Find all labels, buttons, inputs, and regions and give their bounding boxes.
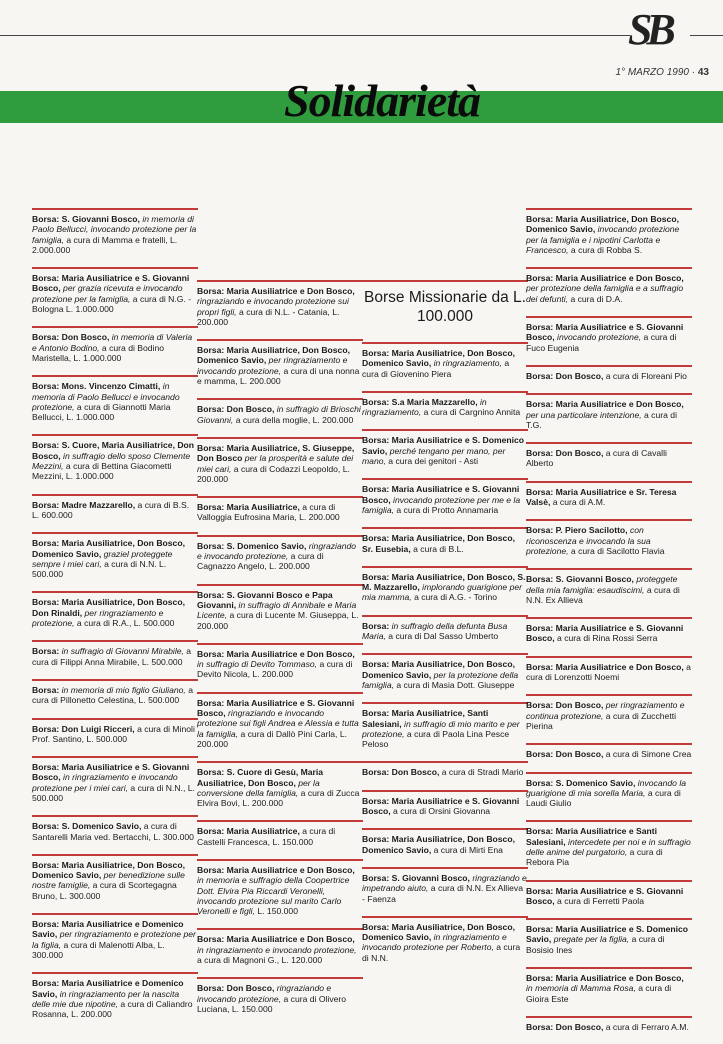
donation-entry — [197, 859, 363, 916]
entry-heading: Borsa: Don Bosco, — [526, 448, 604, 459]
entry-heading: Borsa: Maria Ausiliatrice e S. Giovanni Bosco, — [362, 795, 520, 817]
entry-intention: in suffragio di Giovanni Mirabile, — [61, 646, 184, 657]
entry-donor: a cura di Caliandro Rosanna, L. 200.000 — [32, 998, 193, 1020]
entry-intention: in memoria di Paolo Bellucci, invocando protezione per la famiglia, — [32, 214, 197, 245]
magazine-logo: SB — [628, 5, 670, 54]
entry-heading: Borsa: S. Cuore di Gesù, Maria Ausiliatrice, Don Bosco, — [197, 767, 324, 788]
entry-heading: Borsa: S. Cuore, Maria Ausiliatrice, Don Bosco, — [32, 440, 195, 461]
donation-entry — [362, 867, 528, 904]
entry-heading: Borsa: Maria Ausiliatrice e S. Domenico Savio, — [362, 435, 525, 456]
donation-entry — [32, 815, 198, 842]
entry-heading: Borsa: Maria Ausiliatrice, Don Bosco, Domenico Savio, — [362, 921, 515, 943]
entry-heading: Borsa: Don Bosco, — [197, 983, 275, 994]
entry-heading: Borsa: Madre Mazzarello, — [32, 499, 136, 510]
entry-donor: a cura di Protto Annamaria — [396, 504, 499, 515]
entry-heading: Borsa: Don Bosco, — [526, 749, 604, 760]
donation-entry — [526, 656, 692, 683]
entry-intention: in suffragio di mio marito e per protezione, — [362, 718, 520, 739]
entry-donor: a cura di Ferretti Paola — [557, 895, 644, 906]
donation-entry — [32, 591, 198, 628]
entry-heading: Borsa: Maria Ausiliatrice, Don Bosco, Domenico Savio, — [32, 859, 185, 881]
entry-heading: Borsa: S. Giovanni Bosco, — [362, 872, 470, 883]
donation-entry — [32, 434, 198, 481]
entry-donor: a cura di una nonna e mamma, L. 200.000 — [197, 365, 360, 387]
entry-intention: intercedete per noi e in suffragio delle anime del purgatorio, — [526, 836, 691, 857]
donation-entry — [32, 756, 198, 803]
page-dateline: 1° MARZO 1990 · 43 — [615, 67, 709, 78]
entry-donor: a cura di N.N., L. 500.000 — [32, 782, 195, 803]
entry-intention: per la prosperità e salute dei miei cari, — [197, 453, 354, 474]
entry-heading: Borsa: Maria Ausiliatrice e S. Giovanni Bosco, — [32, 273, 190, 294]
entry-intention: in ringraziamento e invocando protezione per Roberto, — [362, 932, 507, 953]
entry-donor: a cura di Zucchetti Pierina — [526, 710, 677, 731]
donation-entry — [32, 913, 198, 960]
donation-entry — [362, 478, 528, 515]
entry-heading: Borsa: Maria Ausiliatrice, Don Bosco, Domenico Savio, — [362, 659, 515, 680]
entry-intention: graziel proteggete sempre i miei cari, — [32, 548, 173, 569]
entry-heading: Borsa: Maria Ausiliatrice e Don Bosco, — [526, 973, 684, 984]
entry-donor: a cura di N.N. L. 500.000 — [32, 558, 167, 580]
entry-intention: ringraziando e impetrando aiuto, — [362, 872, 527, 894]
entry-donor: L. 150.000 — [257, 906, 298, 917]
entry-intention: in memoria di Mamma Rosa, — [526, 983, 636, 994]
entry-donor: a cura di Cavalli Alberto — [526, 448, 667, 469]
donation-entry — [32, 640, 198, 667]
donation-entry — [526, 568, 692, 605]
donation-entry — [362, 566, 528, 603]
donation-entry — [197, 280, 363, 327]
donation-entry — [362, 391, 528, 418]
entry-donor: a cura di Codazzi Leopoldo, L. 200.000 — [197, 463, 350, 484]
entry-heading: Borsa: Maria Ausiliatrice e S. Giovanni Bosco, — [526, 885, 684, 906]
entry-heading: Borsa: Maria Ausiliatrice e S. Giovanni Bosco, — [526, 623, 684, 644]
donation-entry — [197, 977, 363, 1014]
entry-heading: Borsa: Maria Ausiliatrice, Don Bosco, Domenico Savio, — [197, 345, 350, 366]
donation-entry — [526, 442, 692, 469]
entry-donor: a cura di Laudi Giulio — [526, 787, 681, 809]
entry-intention: in memoria di Paolo Bellucci e invocando protezione, — [32, 381, 180, 412]
entry-heading: Borsa: — [32, 684, 60, 695]
issue-date: 1° MARZO 1990 — [615, 67, 689, 78]
entry-donor: a cura di Rina Rossi Serra — [557, 633, 658, 644]
donation-entry — [526, 694, 692, 731]
entry-donor: a cura di Bosisio Ines — [526, 934, 665, 955]
entry-heading: Borsa: Maria Ausiliatrice, S. Giuseppe, Don Bosco — [197, 442, 355, 464]
entry-heading: Borsa: Maria Ausiliatrice, Don Bosco, Domenico Savio, — [32, 538, 185, 559]
entry-donor: a cura di Paola Lina Pesce Peloso — [362, 728, 510, 750]
entry-heading: Borsa: Maria Ausiliatrice e Don Bosco, — [197, 934, 355, 945]
header-rule-right — [690, 35, 723, 36]
entry-donor: a cura di Floreani Pio — [605, 370, 687, 381]
entry-heading: Borsa: Maria Ausiliatrice e S. Giovanni Bosco, — [197, 697, 355, 719]
entry-heading: Borsa: Maria Ausiliatrice e Domenico Savio, — [32, 919, 184, 940]
donation-entry — [362, 761, 528, 777]
entry-heading: Borsa: Maria Ausiliatrice, Don Bosco, Domenico Savio, — [362, 348, 515, 369]
entry-donor: a cura di Bettina Giacometti Mezzini, L. 1.000.000 — [32, 461, 172, 482]
donation-entry — [197, 692, 363, 749]
donation-entry — [526, 208, 692, 255]
entry-intention: per ringraziamento e protezione per la figlia, — [32, 929, 196, 950]
donation-entry — [526, 918, 692, 955]
donation-entry — [197, 398, 363, 425]
entry-intention: in memoria di Valeria e Antonio Bodino, — [32, 332, 193, 353]
entry-donor: a cura di Valloggia Eufrosina Maria, L. 200.000 — [197, 502, 340, 523]
entry-heading: Borsa: Maria Ausiliatrice, Don Bosco, S. M. Mazzarello, — [362, 571, 526, 593]
entry-heading: Borsa: Don Luigi Ricceri, — [32, 723, 135, 734]
entry-donor: a cura di B.S. L. 600.000 — [32, 499, 190, 520]
entry-donor: a cura di Simone Crea — [605, 749, 692, 760]
entry-intention: in ringraziamento, — [433, 358, 502, 369]
entry-intention: per la protezione della famiglia, — [362, 669, 519, 690]
entry-donor: a cura di N.L. - Catania, L. 200.000 — [197, 306, 340, 327]
entry-heading: Borsa: Maria Ausiliatrice e S. Giovanni Bosco, — [362, 484, 520, 505]
entry-intention: invocando protezione, — [557, 332, 642, 343]
donation-entry — [32, 208, 198, 255]
entry-heading: Borsa: — [32, 646, 60, 657]
entry-donor: a cura di Magnoni G., L. 120.000 — [197, 955, 323, 966]
entry-donor: a cura di Cargnino Annita — [423, 407, 521, 418]
donation-entry — [526, 772, 692, 809]
entry-intention: in memoria di mio figlio Giuliano, — [61, 684, 186, 695]
entry-heading: Borsa: Maria Ausiliatrice e Don Bosco, — [526, 273, 684, 284]
entry-donor: a cura di Lucente M. Giuseppa, L. 200.000 — [197, 610, 359, 631]
donation-entry — [32, 326, 198, 363]
entry-intention: per ringraziamento e protezione, — [32, 607, 164, 629]
donation-entry — [197, 584, 363, 631]
entry-donor: a cura di Robba S. — [570, 244, 643, 255]
donation-entry — [526, 316, 692, 353]
entry-donor: a cura di A.G. - Torino — [414, 592, 498, 603]
entry-donor: a cura di Scortegagna Bruno, L. 300.000 — [32, 880, 177, 901]
entry-intention: ringraziando e invocando protezione, — [197, 983, 332, 1004]
entry-intention: per ringraziamento e invocando protezione, — [197, 355, 348, 376]
donation-entry — [362, 702, 528, 749]
donation-entry — [197, 761, 363, 808]
section-title: Solidarietà — [284, 75, 481, 126]
entry-intention: per la conversione della famiglia, — [197, 777, 320, 798]
donation-entry — [197, 496, 363, 523]
donation-entry — [32, 679, 198, 706]
entry-donor: a cura dei genitori - Asti — [388, 456, 479, 467]
entry-intention: invocando la guarigione di mia sorella Maria, — [526, 777, 687, 798]
entry-donor: a cura di Mirti Ena — [433, 844, 503, 855]
entry-heading: Borsa: S. Giovanni Bosco, — [526, 574, 634, 585]
entry-donor: a cura di Rebora Pia — [526, 846, 663, 868]
entry-intention: con riconoscenza e invocando la sua protezione, — [526, 525, 651, 556]
entry-intention: in memoria e suffragio della Coopertrice Dott. Elvira Pia Riccardi Veronelli, invocando protezione sul marito Carlo Veronelli e figli, — [197, 875, 350, 917]
entry-intention: pregate per la figlia, — [553, 934, 630, 945]
entry-intention: in suffragio di Devito Tommaso, — [197, 659, 318, 670]
donation-entry — [197, 928, 363, 965]
entry-heading: Borsa: Maria Ausiliatrice e S. Giovanni Bosco, — [526, 322, 684, 343]
donation-entry — [362, 615, 528, 642]
donation-entry — [197, 437, 363, 484]
donation-entry — [526, 1016, 692, 1032]
entry-heading: Borsa: Maria Ausiliatrice e S. Giovanni Bosco, — [32, 762, 190, 783]
donation-entry — [197, 339, 363, 386]
entry-intention: per benedizione sulle nostre famiglie, — [32, 870, 185, 891]
entry-intention: invocando protezione per me e la famiglia, — [362, 494, 521, 515]
entry-donor: a cura di Malenotti Alba, L. 300.000 — [32, 939, 165, 960]
donation-entry — [32, 854, 198, 901]
entry-heading: Borsa: Maria Ausiliatrice e S. Domenico Savio, — [526, 924, 689, 945]
entry-intention: per protezione della famiglia e a suffragio dei defunti, — [526, 283, 684, 304]
donation-entry — [32, 718, 198, 745]
donation-entry — [32, 972, 198, 1019]
entry-intention: in ringraziamento, — [362, 396, 487, 418]
entry-donor: a cura di Castelli Francesca, L. 150.000 — [197, 826, 336, 847]
entry-intention: in ringraziamento e invocando protezione, — [197, 944, 357, 955]
entry-heading: Borsa: S. Giovanni Bosco e Papa Giovanni, — [197, 589, 333, 610]
entry-heading: Borsa: Maria Ausiliatrice, Don Bosco, Domenico Savio, — [526, 214, 679, 235]
column-2 — [197, 280, 363, 1026]
entry-intention: in ringraziamento per la nascita delle mie due nipotine, — [32, 988, 180, 1009]
entry-donor: a cura di Pillonetto Celestina, L. 500.000 — [32, 684, 193, 706]
entry-intention: in suffragio di Annibale e Maria Licente, — [197, 599, 357, 621]
entry-intention: ringraziando e invocando protezione sui figli Andrea e Alessia e tutta la famiglia, — [197, 708, 359, 739]
entry-donor: a cura di Cagnazzo Angelo, L. 200.000 — [197, 551, 324, 572]
entry-donor: a cura di N.N. — [362, 942, 521, 963]
donation-entry — [526, 820, 692, 867]
donation-entry — [32, 494, 198, 521]
entry-heading: Borsa: Don Bosco, — [362, 767, 440, 778]
entry-donor: a cura di Stradi Mario — [441, 767, 524, 778]
entry-heading: Borsa: Don Bosco, — [526, 370, 604, 381]
entry-donor: a cura di Sacilotto Flavia — [570, 545, 665, 556]
entry-heading: Borsa: Maria Ausiliatrice e Don Bosco, — [526, 399, 684, 410]
donation-entry — [197, 535, 363, 572]
entry-donor: a cura di R.A., L. 500.000 — [76, 618, 175, 629]
entry-intention: per una particolare intenzione, — [526, 409, 642, 420]
entry-heading: Borsa: Maria Ausiliatrice, Don Bosco, Don Rinaldi, — [32, 597, 185, 618]
column-1 — [32, 208, 198, 1031]
entry-donor: a cura di Santarelli Maria ved. Bertacchi, L. 300.000 — [32, 821, 194, 842]
entry-heading: Borsa: S.a Maria Mazzarello, — [362, 396, 478, 407]
donation-entry — [32, 375, 198, 422]
entry-intention: ringraziando e invocando protezione sui propri figli, — [197, 296, 349, 317]
entry-heading: Borsa: Maria Ausiliatrice e Don Bosco, — [526, 661, 684, 672]
entry-donor: a cura di N.G. - Bologna L. 1.000.000 — [32, 293, 192, 315]
entry-intention: proteggete della mia famiglia: esaudiscimi, — [526, 574, 678, 595]
entry-heading: Borsa: Maria Ausiliatrice e Santi Salesiani, — [526, 826, 658, 847]
entry-donor: a cura di Giovenino Piera — [362, 358, 510, 379]
entry-donor: a cura di Zucca Elvira Bovi, L. 200.000 — [197, 787, 360, 809]
entry-heading: Borsa: Don Bosco, — [32, 332, 110, 343]
entry-heading: Borsa: Maria Ausiliatrice, — [197, 826, 300, 837]
column-3 — [362, 280, 528, 975]
donation-entry — [197, 643, 363, 680]
entry-heading: Borsa: Maria Ausiliatrice, — [197, 502, 300, 513]
entry-donor: a cura di Masia Dott. Giuseppe — [396, 679, 515, 690]
column-3-title: Borse Missionarie da L. 100.000 — [362, 280, 528, 326]
page-number: 43 — [697, 67, 709, 78]
donation-entry — [526, 519, 692, 556]
entry-heading: Borsa: Don Bosco, — [526, 700, 604, 711]
entry-donor: a cura di Olivero Luciana, L. 150.000 — [197, 993, 347, 1014]
entry-intention: invocando protezione per la famiglia e i nipotini Carlotta e Francesco, — [526, 224, 680, 255]
donation-entry — [362, 342, 528, 379]
entry-heading: Borsa: Maria Ausiliatrice e Don Bosco, — [197, 286, 355, 296]
entry-donor: a cura di A.M. — [552, 497, 606, 508]
entry-donor: a cura di N.N. Ex Allieva - Faenza — [362, 883, 523, 904]
entry-donor: a cura di Filippi Anna Mirabile, L. 500.000 — [32, 646, 192, 667]
donation-entry — [526, 393, 692, 430]
entry-intention: implorando guarigione per mia mamma, — [362, 582, 523, 603]
entry-donor: a cura di Dallò Pini Carla, L. 200.000 — [197, 728, 347, 749]
entry-heading: Borsa: S. Domenico Savio, — [32, 821, 142, 832]
entry-heading: Borsa: Mons. Vincenzo Cimatti, — [32, 381, 161, 392]
entry-donor: a cura di Devito Nicola, L. 200.000 — [197, 659, 353, 680]
donation-entry — [197, 820, 363, 847]
entry-intention: per ringraziamento e continua protezione, — [526, 700, 685, 721]
header-rule — [0, 35, 630, 36]
entry-donor: a cura di Giannotti Maria Bellucci, L. 1.000.000 — [32, 401, 171, 423]
donation-entry — [526, 880, 692, 907]
entry-donor: a cura di Fuco Eugenia — [526, 332, 677, 353]
entry-donor: a cura di Gioira Este — [526, 983, 672, 1004]
entry-heading: Borsa: — [362, 620, 390, 631]
entry-heading: Borsa: Maria Ausiliatrice e Domenico Savio, — [32, 978, 184, 999]
entry-heading: Borsa: Maria Ausiliatrice, Santi Salesiani, — [362, 708, 489, 729]
donation-entry — [32, 532, 198, 579]
donation-entry — [362, 429, 528, 466]
entry-intention: ringraziando e invocando protezione, — [197, 540, 357, 562]
donation-entry — [362, 790, 528, 817]
entry-intention: in ringraziamento e invocando protezione per i miei cari, — [32, 772, 178, 793]
donation-entry — [362, 653, 528, 690]
entry-heading: Borsa: Maria Ausiliatrice, Don Bosco, Sr. Eusebia, — [362, 533, 515, 554]
entry-donor: a cura di Minoli Prof. Santino, L. 500.000 — [32, 723, 195, 744]
entry-heading: Borsa: S. Domenico Savio, — [526, 777, 636, 788]
entry-heading: Borsa: S. Giovanni Bosco, — [32, 214, 140, 224]
donation-entry — [526, 743, 692, 759]
entry-donor: a cura di Lorenzotti Noemi — [526, 661, 691, 683]
entry-heading: Borsa: S. Domenico Savio, — [197, 540, 307, 551]
entry-donor: a cura di D.A. — [570, 293, 623, 304]
entry-donor: a cura di B.L. — [413, 543, 464, 554]
donation-entry — [526, 267, 692, 304]
entry-heading: Borsa: Maria Ausiliatrice, Don Bosco, Domenico Savio, — [362, 834, 515, 855]
entry-intention: in suffragio dello sposo Clemente Mezzini, — [32, 450, 191, 472]
entry-intention: perché tengano per mano, per mano, — [362, 445, 506, 467]
entry-intention: per grazia ricevuta e invocando protezione per la famiglia, — [32, 283, 183, 304]
donation-entry — [362, 916, 528, 963]
entry-heading: Borsa: Maria Ausiliatrice e Don Bosco, — [197, 648, 355, 659]
entry-intention: in suffragio di Brioschi Giovanni, — [197, 404, 361, 425]
entry-heading: Borsa: Maria Ausiliatrice e Sr. Teresa Valsè, — [526, 486, 677, 508]
entry-heading: Borsa: Maria Ausiliatrice e Don Bosco, — [197, 864, 355, 875]
entry-donor: a cura di Ferraro A.M. — [605, 1021, 689, 1032]
donation-entry — [526, 481, 692, 508]
entry-heading: Borsa: Don Bosco, — [526, 1021, 604, 1032]
entry-donor: a cura della moglie, L. 200.000 — [235, 414, 354, 425]
entry-donor: a cura di T.G. — [526, 409, 677, 430]
donation-entry — [32, 267, 198, 314]
donation-entry — [362, 828, 528, 855]
entry-intention: in suffragio della defunta Busa Maria, — [362, 620, 508, 642]
entry-donor: a cura di Orsini Giovanna — [393, 806, 491, 817]
entry-donor: a cura di Dal Sasso Umberto — [388, 631, 499, 642]
donation-entry — [526, 617, 692, 644]
entry-heading: Borsa: P. Piero Sacilotto, — [526, 525, 628, 536]
column-4 — [526, 208, 692, 1044]
entry-donor: a cura di N.N. Ex Allieva — [526, 584, 680, 605]
donation-entry — [362, 527, 528, 554]
entry-donor: a cura di Bodino Maristella, L. 1.000.000 — [32, 342, 165, 363]
donation-entry — [526, 365, 692, 381]
entry-heading: Borsa: Don Bosco, — [197, 404, 275, 415]
entry-donor: a cura di Mamma e fratelli, L. 2.000.000 — [32, 234, 178, 255]
donation-entry — [526, 967, 692, 1004]
